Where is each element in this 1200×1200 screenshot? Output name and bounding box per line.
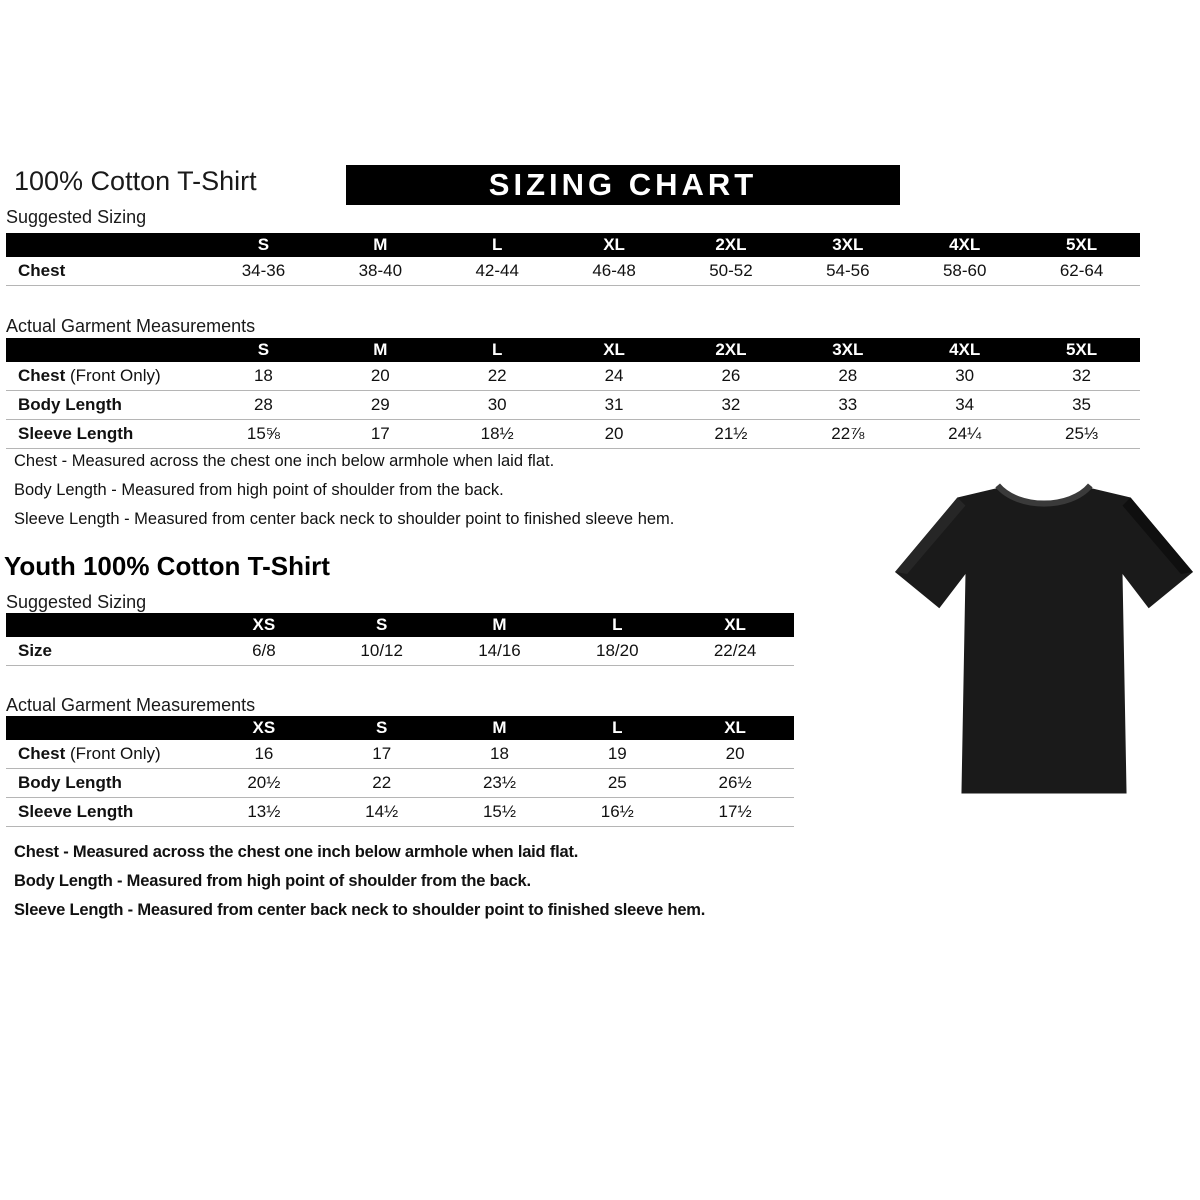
size-column-header: S [323, 716, 441, 740]
measurement-cell: 20 [322, 362, 439, 391]
label-column-header [6, 233, 205, 257]
measurement-cell: 62-64 [1023, 257, 1140, 286]
size-column-header: XS [205, 613, 323, 637]
note-chest: Chest - Measured across the chest one inch below armhole when laid flat. [14, 452, 555, 470]
measurement-cell: 24 [556, 362, 673, 391]
measurement-cell: 58-60 [906, 257, 1023, 286]
measurement-cell: 50-52 [673, 257, 790, 286]
label-column-header [6, 716, 205, 740]
measurement-cell: 20½ [205, 769, 323, 798]
measurement-cell: 22 [323, 769, 441, 798]
youth-section-title: Youth 100% Cotton T-Shirt [4, 551, 330, 581]
size-column-header: 5XL [1023, 233, 1140, 257]
size-column-header: S [205, 233, 322, 257]
size-column-header: 2XL [673, 233, 790, 257]
measurement-cell: 38-40 [322, 257, 439, 286]
table-row [6, 257, 1140, 286]
measurement-cell: 15½ [441, 798, 559, 827]
measurement-cell: 28 [205, 391, 322, 420]
size-column-header: XL [676, 716, 794, 740]
youth-suggested-table [6, 613, 794, 666]
measurement-cell: 33 [789, 391, 906, 420]
size-column-header: XL [556, 338, 673, 362]
row-label: Body Length [6, 769, 205, 798]
measurement-cell: 20 [556, 420, 673, 449]
row-label: Chest (Front Only) [6, 740, 205, 769]
measurement-cell: 32 [673, 391, 790, 420]
black-tshirt-image [893, 472, 1195, 817]
size-column-header: 4XL [906, 233, 1023, 257]
measurement-cell: 54-56 [789, 257, 906, 286]
measurement-cell: 26 [673, 362, 790, 391]
youth-suggested-table-grid [6, 613, 794, 666]
note-sleeve-length: Sleeve Length - Measured from center back neck to shoulder point to finished sleeve hem. [14, 510, 675, 528]
header-row [6, 338, 1140, 362]
adult-suggested-sizing-label: Suggested Sizing [6, 207, 147, 227]
youth-actual-measurements-label: Actual Garment Measurements [6, 695, 256, 715]
measurement-cell: 16½ [558, 798, 676, 827]
size-column-header: L [439, 338, 556, 362]
header-row [6, 716, 794, 740]
header-row [6, 233, 1140, 257]
size-column-header: 5XL [1023, 338, 1140, 362]
adult-suggested-table-grid [6, 233, 1140, 286]
size-column-header: 2XL [673, 338, 790, 362]
measurement-cell: 14/16 [441, 637, 559, 666]
size-column-header: 4XL [906, 338, 1023, 362]
measurement-cell: 22 [439, 362, 556, 391]
measurement-cell: 22/24 [676, 637, 794, 666]
table-row [6, 740, 794, 769]
sizing-chart-banner-text: SIZING CHART [488, 167, 758, 202]
note-body-length: Body Length - Measured from high point of shoulder from the back. [14, 872, 531, 890]
size-column-header: M [441, 716, 559, 740]
measurement-cell: 18 [441, 740, 559, 769]
size-column-header: L [558, 613, 676, 637]
size-column-header: XS [205, 716, 323, 740]
size-column-header: S [323, 613, 441, 637]
row-label: Sleeve Length [6, 420, 205, 449]
measurement-cell: 42-44 [439, 257, 556, 286]
measurement-cell: 46-48 [556, 257, 673, 286]
table-row [6, 391, 1140, 420]
table-row [6, 637, 794, 666]
row-label: Sleeve Length [6, 798, 205, 827]
measurement-cell: 17½ [676, 798, 794, 827]
size-column-header: M [322, 233, 439, 257]
adult-actual-measurements-label: Actual Garment Measurements [6, 316, 256, 336]
youth-measurement-notes [14, 843, 834, 930]
measurement-cell: 21½ [673, 420, 790, 449]
measurement-cell: 25⅓ [1023, 420, 1140, 449]
measurement-cell: 14½ [323, 798, 441, 827]
table-row [6, 420, 1140, 449]
table-row [6, 362, 1140, 391]
size-column-header: L [439, 233, 556, 257]
measurement-cell: 32 [1023, 362, 1140, 391]
measurement-cell: 18 [205, 362, 322, 391]
adult-measurement-notes [14, 452, 834, 539]
measurement-cell: 13½ [205, 798, 323, 827]
size-column-header: S [205, 338, 322, 362]
measurement-cell: 17 [322, 420, 439, 449]
table-row [6, 798, 794, 827]
measurement-cell: 30 [439, 391, 556, 420]
adult-suggested-table [6, 233, 1140, 286]
size-column-header: M [441, 613, 559, 637]
row-label: Body Length [6, 391, 205, 420]
measurement-cell: 16 [205, 740, 323, 769]
measurement-cell: 28 [789, 362, 906, 391]
size-column-header: XL [556, 233, 673, 257]
measurement-cell: 25 [558, 769, 676, 798]
adult-actual-table-grid [6, 338, 1140, 449]
measurement-cell: 20 [676, 740, 794, 769]
measurement-cell: 35 [1023, 391, 1140, 420]
measurement-cell: 18½ [439, 420, 556, 449]
row-label: Chest (Front Only) [6, 362, 205, 391]
size-column-header: 3XL [789, 233, 906, 257]
size-column-header: 3XL [789, 338, 906, 362]
adult-actual-table [6, 338, 1140, 449]
youth-suggested-sizing-label: Suggested Sizing [6, 592, 147, 612]
row-label: Chest [6, 257, 205, 286]
measurement-cell: 29 [322, 391, 439, 420]
measurement-cell: 30 [906, 362, 1023, 391]
size-column-header: XL [676, 613, 794, 637]
measurement-cell: 22⅞ [789, 420, 906, 449]
note-sleeve-length: Sleeve Length - Measured from center back neck to shoulder point to finished sleeve hem. [14, 901, 706, 919]
measurement-cell: 34 [906, 391, 1023, 420]
label-column-header [6, 338, 205, 362]
measurement-cell: 10/12 [323, 637, 441, 666]
size-column-header: L [558, 716, 676, 740]
youth-actual-table [6, 716, 794, 827]
note-body-length: Body Length - Measured from high point of shoulder from the back. [14, 481, 504, 499]
measurement-cell: 24¼ [906, 420, 1023, 449]
label-column-header [6, 613, 205, 637]
measurement-cell: 34-36 [205, 257, 322, 286]
sizing-chart-banner [346, 165, 900, 205]
youth-actual-table-grid [6, 716, 794, 827]
size-column-header: M [322, 338, 439, 362]
measurement-cell: 23½ [441, 769, 559, 798]
measurement-cell: 6/8 [205, 637, 323, 666]
measurement-cell: 31 [556, 391, 673, 420]
page-title: 100% Cotton T-Shirt [14, 166, 257, 196]
measurement-cell: 18/20 [558, 637, 676, 666]
row-label: Size [6, 637, 205, 666]
table-row [6, 769, 794, 798]
measurement-cell: 26½ [676, 769, 794, 798]
header-row [6, 613, 794, 637]
measurement-cell: 17 [323, 740, 441, 769]
measurement-cell: 19 [558, 740, 676, 769]
measurement-cell: 15⅝ [205, 420, 322, 449]
note-chest: Chest - Measured across the chest one inch below armhole when laid flat. [14, 843, 579, 861]
